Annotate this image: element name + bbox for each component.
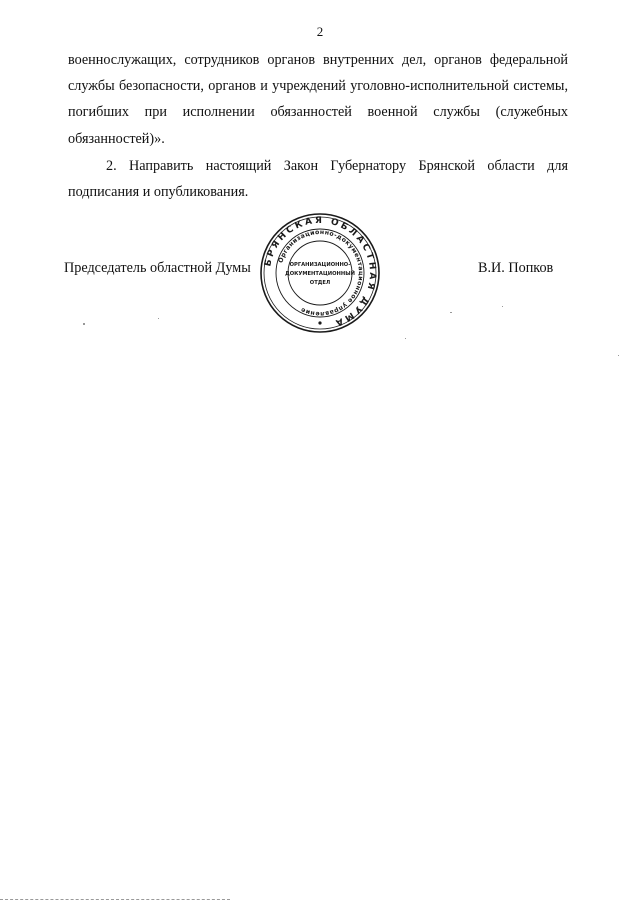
paragraph-item-2: 2. Направить настоящий Закон Губернатору Брянской области для подписания и опубликования. bbox=[68, 158, 568, 201]
official-seal-stamp bbox=[258, 211, 382, 335]
page-number: 2 bbox=[316, 24, 324, 39]
signatory-title: Председатель областной Думы bbox=[64, 260, 251, 276]
seal-outer-text: БРЯНСКАЯ ОБЛАСТНАЯ ДУМА bbox=[263, 215, 378, 329]
seal-inner-text: Организационно-документационное управление bbox=[277, 228, 365, 318]
seal-center-line-1: ОРГАНИЗАЦИОННО- bbox=[289, 262, 351, 268]
scan-speck bbox=[405, 338, 406, 339]
scan-speck bbox=[618, 355, 619, 356]
scan-speck bbox=[450, 312, 452, 313]
scan-speck bbox=[502, 306, 503, 307]
seal-center-line-3: ОТДЕЛ bbox=[309, 280, 331, 286]
scan-speck bbox=[158, 318, 159, 319]
seal-center-line-2: ДОКУМЕНТАЦИОННЫЙ bbox=[285, 271, 355, 277]
scan-edge-mark bbox=[0, 899, 230, 902]
scan-speck bbox=[83, 323, 85, 325]
signatory-name: В.И. Попков bbox=[478, 260, 554, 276]
paragraph-continuation: военнослужащих, сотрудников органов внутренних дел, органов федеральной службы безопасности, органов и учреждений уголовно-исполнительной системы, погибших при исполнении обязанностей военной службы (служебных обязанностей)». bbox=[68, 52, 568, 147]
